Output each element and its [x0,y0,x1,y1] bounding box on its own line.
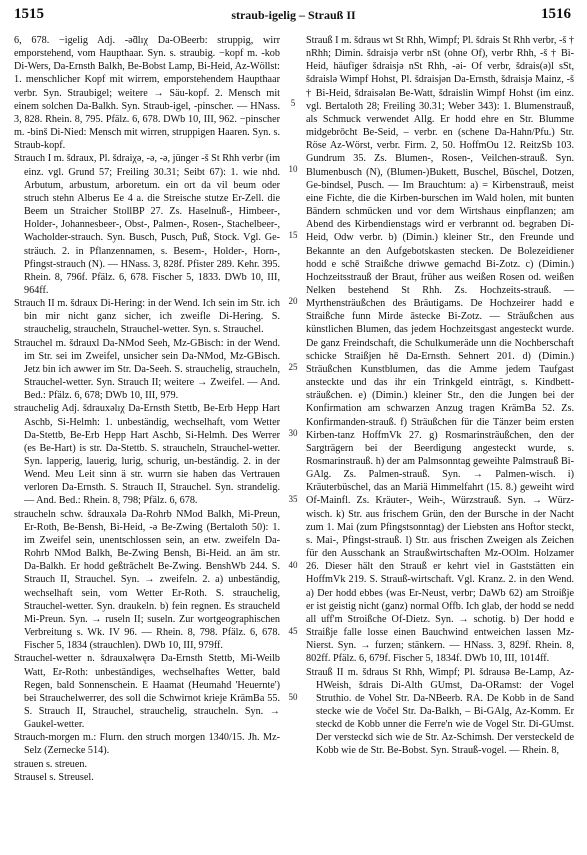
page-number-right: 1516 [541,6,571,22]
left-column [14,34,280,784]
right-column [306,34,574,758]
running-head: straub-igelig – Strauß II [231,8,356,22]
entry-strauchel-wetter: Strauchel-wetter n. šdrauxǝlwęrǝ Da-Ernsth Stettb, Mi-Weilb Watt, Er-Roth: unbeständiges, wechselhaftes Wetter, bald Regen, bald Sonnenschein. E Haamat (Heumahd 'Heuernte') bei Strauchelwerrer, des soll die Schwirnot krieje KrämBa 55. S. Strauch II, Strauchel, strauchelig, straucheln. Syn. → Gaukel-wetter. [14,653,280,731]
entry-straub-igelig: 6, 678. −igelig Adj. -ǝ̃ḋlıχ Da-OBeerb: struppig, wirr emporstehend, vom Haupthaar. Syn. s. straubig. −kopf m. -kob Di-Wers, Da-Ernsth Balkh, Be-Bobst Lamp, Bi-Heid, Az-Wöllst: 1. menschlicher Kopf mit wirrem, emporstehendem Haupthaar verbr. Syn. Straubigel; weitere → Säu-kopf. 2. Mensch mit einem solchen Da-Balkh. Syn. Straub-igel, -pinscher. — HNass. 3, 828. Rhein. 8, 795. Pfälz. 6, 678. DWb 10, III, 962. −pinscher m. -binš Di-Nied: Mensch mit wirren, struppigen Haaren. Syn. s. Straub-kopf. [14,35,280,152]
entry-strauch-i: Strauch I m. šdraux, Pl. šdraiχǝ, -ǝ, -ǝ, jünger -š St Rhh verbr (im einz. vgl. Grund 57; Freiling 30.31; Seibt 67): 1. wie nhd. Arbutum, arbustum, arboretum. ein ort da vil beum oder struch stehn Alberus Ee 4 a. die Streische stutze Er-Zell. die Beem un Straicher StollBP 27. Zs. Haselnuß-, Himbeer-, Holder-, Johannesbeer-, Obst-, Palmen-, Rosen-, Stachelbeer-, Wacholder-strauch. Syn. Busch, Pusch, Puß, Stock. Vgl. Ge-sträuch. 2. in Pflanzennamen, s. Besem-, Holder-, Horn-, Pfingst-strauch (N). — HNass. 3, 828f. Pfister 289. Kehr. 395. Rhein. 8, 796f. Pfälz. 6, 678. Fischer 5, 1833. DWb 10, III, 964ff. [14,153,280,296]
entry-strauss-i: Strauß I m. šdraus wt St Rhh, Wimpf; Pl. šdrais St Rhh verbr, -š † nRhh; Dimin. šdraisjǝ verbr nSt (ohne Of), verbr Rhh, -š † Bi-Heid, häufiger šdraisjǝ nSt Rhh, -ǝi- Of verbr, šdrais(ǝ)l sSt, šdraislǝ Wimpf Hohst, Pl. šdraisjǝn Da-Ernsth, šdraisjǝ Mainz, -š † Bi-Heid, šdraisǝlǝn Be-Watt, šdraislin Wimpf Hohst (im einz. vgl. Bertaloth 28; Freiling 30.31; Weber 343): 1. Blumenstrauß, als Schmuck verwendet Allg. Er hodd ehre en Str. Blumme midgebrōcht Be-Seid, – verbr. en (schene Da-Hahn/Pfu.) Str. Röse Az-Wörst, verbr. Firm. 2, 50. HoffmOu 12. ReitzSb 103. Gundrum 35. Zs. Blumen-, Rosen-, Veilchen-strauß. Syn. Blumenbusch (N), (Blumen-)Bukett, Buschel, Büschel, Dotzen, Ge-bindsel, Pusch. — Im Brauchtum: a) = Kirbenstrauß, meist eine Fichte, die die Kirben-burschen im Wald holen, mit bunten Bändern schmücken und vor dem Wirtshaus einpflanzen; am Abend des Kirbendienstags wird er verbrannt od. begraben Di-Heid, Odw verbr. b) (Dimin.) kleiner Str., den Freunde und Bekannte an den Aufgebotskasten stecken. De Bolezeidiener hodd e schē Straißche driwwe gemachd Bi-Zotz. c) (Dimin.) Hochzeitsstrauß der Braut, früher aus weißen Rosen od. weißen Nelken bestehend St Rhh. Zs. Hochzeits-strauß. — Myrthensträußchen des Bräutigams. De Hochzeirer hadd e Straißche funn Mirde āstecke Bi-Zotz. — Sträußchen aus künstlichen Blumen, das jedem Hochzeitsgast angesteckt wurde. De ganz Freindschaft, die Schulkumeräde unn die Nochberschaft schicke Straißjen hē Da-Ernsth. Sehnert 201. d) (Dimin.) Sträußchen Kunstblumen, das die Amme jedem Taufgast ansteckte und das ihr ein Trinkgeld einträgt, s. Kindbett-sträußchen. e) (Dimin.) kleiner Str., den die Jungen bei der Konfirmation am schwarzen Anzug tragen KrämBa 52. Zs. Konfirmanden-strauß. f) Sträußchen für die Tänzer beim ersten Kirben-tanz HoffmVk 27. g) Rosmarinsträußchen, den der Sargträgern bei der Beerdigung angesteckt wurde, s. Rosmarinstrauß. h) der am Palmsonntag geweihte Palmstrauß Bi-GAlg. Zs. Palmen-strauß. Syn. → Palmen-wisch. i) Kräuterbüschel, das an Mariä Himmelfahrt (15. 8.) geweiht wird Of-Mainfl. Zs. Kräuter-, Weih-, Würzstrauß. Syn. → Würz-wisch. k) Str. aus frischem Grün, den der Bursche in der Nacht zum 1. Mai (zum Pfingstsonntag) der Liebsten ans Hoftor steckt, s. Mai-, Pfingst-strauß. l) Str. aus frischen Zweigen als Zeichen für den Ausschank an Straußwirtschaften Mz-OOlm. Holzamer 26. Dieser hält den Strauß er kehrt viel in Gaststätten ein HoffmVk 219. S. Strauß-wirtschaft. Vgl. Kranz. 2. in den Wend. a) Der hodd ebbes (was Er-Neust, verbr; DaWb 62) am Stroißje er ist geistig nicht (ganz) normal Offb. Ich glab, der hodd se nedd all uff'm Stroißche Of-Dietz. Syn. → schotig. b) Der hodd e Straißje falle losse einen Bauchwind entweichen lassen Mz-Nierst. Syn. → furzen; stänkern. — HNass. 3, 829f. Rhein. 8, 802ff. Pfälz. 6, 679f. Fischer 5, 1834f. DWb 10, III, 1014ff. [306,35,574,665]
page-number-left: 1515 [14,6,44,22]
entry-strauen: strauen s. streuen. [14,758,87,770]
entry-strauch-morgen: Strauch-morgen m.: Flurn. den struch morgen 1340/15. Jh. Mz-Selz (Zernecke 514). [14,732,280,757]
line-number: 45 [288,626,298,636]
page-header [0,6,587,26]
entry-strauchelig: strauchelig Adj. šdrauxǝlıχ Da-Ernsth Stettb, Be-Erb Hepp Hart Aschb, Si-Helmh: 1. unbeständig, wechselhaft, vom Wetter Da-Stettb, Be-Erb Hepp Hart Aschb, Si-Helmh. Des Werrer (es Be-Hart) is str. Da-Stettb. S. straucheln, Strauchel-wetter. Syn. lapperig, lauerig, lurig, schurig, un-beständig. 2. in der Wend. Meu Leit sinn ä str. wurrn sie haben das Vertrauen verloren Da-Ernsth. S. Strauch II, Strauchel. Syn. strandelig. — And. Bed.: Rhein. 8, 798; Pfälz. 6, 678. [14,403,280,507]
line-number: 10 [288,164,298,174]
entry-straucheln: straucheln schw. šdrauxǝlǝ Da-Rohrb NMod Balkh, Mi-Preun, Er-Roth, Be-Bensh, Bi-Heid, -ǝ Be-Zwing (Bertaloth 50): 1. im Zweifel sein, unentschlossen sein, an etw. zweifeln Da-Rohrb NMod Balkh, Be-Zwing Bensh, Bi-Heid. an äm str. Da-Balkh. Er hodd geßtrāchelt Be-Zwing. BenshWb 244. S. Strauch II, Strauchel. Syn. → zweifeln. 2. a) unbeständig, wechselhaft sein, vom Wetter Er-Roth. S. strauchelig, Strauchel-wetter. Syn. draukeln. b) fein regnen. Es straucheld Mi-Preun. Syn. → ruseln II; suseln. Zur wortgeographischen Verbreitung s. Wk. IV 96. — Rhein. 8, 798. Pfälz. 6, 678. Fischer 5, 1834 (strauchlen). DWb 10, III, 979ff. [14,508,280,652]
line-number: 25 [288,362,298,372]
entry-strauchel: Strauchel m. šdrauxl Da-NMod Seeh, Mz-GBisch: in der Wend. im Str. sei im Zweifel, unsicher sein Da-NMod, Mz-GBisch. Jetz bin ich awwer im Str. Da-Seeh. S. strauchelig, straucheln, Strauchel-wetter. Syn. Strauch II; weitere → Zweifel. — And. Bed.: Pfälz. 6, 678; DWb 10, III, 979. [14,337,280,402]
line-number: 30 [288,428,298,438]
line-number: 20 [288,296,298,306]
entry-strausel: Strausel s. Streusel. [14,771,94,783]
line-number: 15 [288,230,298,240]
line-number: 35 [288,494,298,504]
line-number: 5 [290,98,296,108]
line-number: 50 [288,692,298,702]
entry-strauch-ii: Strauch II m. šdraux Di-Hering: in der Wend. Ich sein im Str. ich bin mir nicht ganz sicher, ich zweifle Di-Hering. S. strauchelig, straucheln, Strauchel-wetter. Syn. s. Strauchel. [14,298,280,336]
entry-strauss-ii: Strauß II m. šdraus St Rhh, Wimpf; Pl. šdrausǝ Be-Lamp, Az-HWeish, šdrais Di-Alth GUmst, Da-ORamst: der Vogel Struthio. de Vohel Str. Da-NBeerb. RA. De Kobb in de Sand stecke wie de Vočel Str. Da-Balkh, – Bi-GAlg, Az-Komm. Er steckd de Kobb unner die Ferre'n wie de Vogel Str. Di-GUmst. Der versteckd sich wie de Str. Az-Schimsh. Der versteckeld de Kobb wie de Str. Be-Bobst. Syn. Strauß-vogel. — Rhein. 8, [306,666,574,757]
line-number: 40 [288,560,298,570]
